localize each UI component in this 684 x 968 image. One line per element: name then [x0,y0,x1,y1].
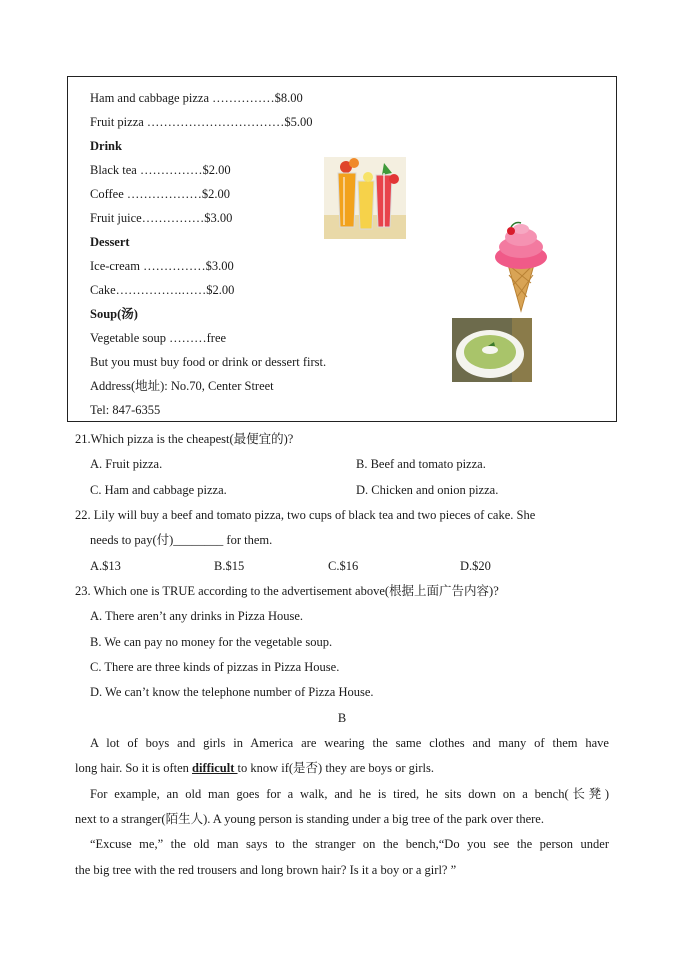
menu-line-coffee: Coffee ………………$2.00 [90,187,231,201]
passage-b-paragraph-1-line-2 [75,760,609,776]
ice-cream-image [487,221,555,313]
question-22-stem-line2: needs to pay(付)________ for them. [90,533,273,547]
vegetable-soup-image [452,318,532,382]
question-21-option-b: B. Beef and tomato pizza. [356,457,486,471]
passage-b-heading: B [337,711,347,725]
menu-line-vegetable-soup: Vegetable soup ………free [90,331,227,345]
menu-line-ham-cabbage-pizza: Ham and cabbage pizza ……………$8.00 [90,91,303,105]
question-21-option-a: A. Fruit pizza. [90,457,163,471]
question-21-stem: 21.Which pizza is the cheapest(最便宜的)? [75,432,294,446]
question-22-option-b: B.$15 [214,559,245,573]
question-23-option-c: C. There are three kinds of pizzas in Pizza House. [90,660,340,674]
passage-b-text: long hair. So it is often [75,761,193,775]
menu-heading-dessert: Dessert [90,235,130,249]
menu-line-black-tea: Black tea ……………$2.00 [90,163,231,177]
question-22-stem-line1: 22. Lily will buy a beef and tomato pizza, two cups of black tea and two pieces of cake. She [75,508,536,522]
question-22-option-a: A.$13 [90,559,121,573]
menu-line-fruit-pizza: Fruit pizza ……………………………$5.00 [90,115,313,129]
question-23-option-b: B. We can pay no money for the vegetable soup. [90,635,333,649]
passage-b-paragraph-1-line-1: A lot of boys and girls in America are wearing the same clothes and many of them have [90,736,609,750]
question-21-option-c: C. Ham and cabbage pizza. [90,483,227,497]
question-21-option-d: D. Chicken and onion pizza. [356,483,499,497]
menu-line-telephone: Tel: 847-6355 [90,403,161,417]
menu-line-cake: Cake…………….……$2.00 [90,283,235,297]
question-22-option-c: C.$16 [328,559,359,573]
passage-b-text: to know if(是否) they are boys or girls. [237,761,434,775]
menu-heading-soup: Soup(汤) [90,307,138,321]
passage-b-paragraph-2-line-2: next to a stranger(陌生人). A young person is standing under a big tree of the park over there. [75,812,544,826]
passage-b-paragraph-2-line-1: For example, an old man goes for a walk, and he is tired, he sits down on a bench(长凳) [90,787,609,801]
underlined-word: difficult [192,761,238,775]
fruit-juice-image [324,157,406,239]
menu-line-note: But you must buy food or drink or dessert first. [90,355,327,369]
menu-line-address: Address(地址): No.70, Center Street [90,379,274,393]
question-22-option-d: D.$20 [460,559,491,573]
question-23-option-d: D. We can’t know the telephone number of Pizza House. [90,685,374,699]
question-23-option-a: A. There aren’t any drinks in Pizza House. [90,609,304,623]
passage-b-paragraph-3-line-1: “Excuse me,” the old man says to the stranger on the bench,“Do you see the person under [90,837,609,851]
menu-line-fruit-juice: Fruit juice……………$3.00 [90,211,233,225]
passage-b-paragraph-3-line-2: the big tree with the red trousers and long brown hair? Is it a boy or a girl? ” [75,863,457,877]
menu-advertisement-box [67,76,617,422]
menu-heading-drink: Drink [90,139,122,153]
menu-line-ice-cream: Ice-cream ……………$3.00 [90,259,234,273]
question-23-stem: 23. Which one is TRUE according to the advertisement above(根据上面广告内容)? [75,584,499,598]
